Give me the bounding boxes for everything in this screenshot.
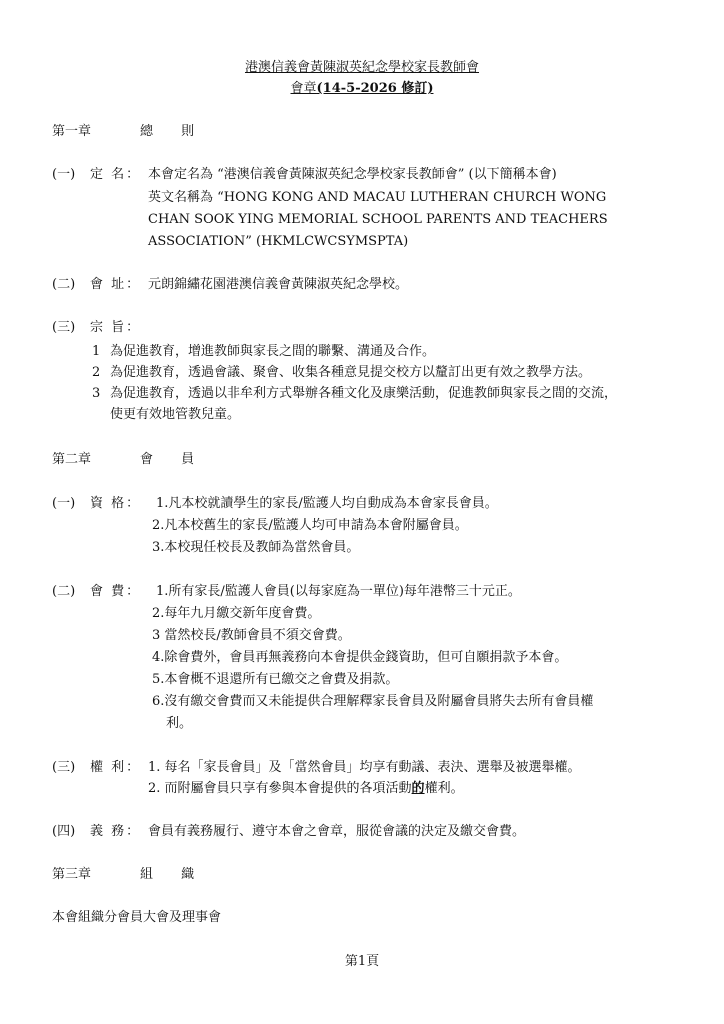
ch1-sec3-item-2-number: 2 [92,365,101,380]
ch1-sec1-line-3: CHAN SOOK YING MEMORIAL SCHOOL PARENTS AND TEACHERS [148,212,608,227]
ch2-sec4-label: 義 務： [90,824,142,839]
ch1-sec2-number: (二) [52,277,76,292]
ch2-sec2-line-5: 5.本會概不退還所有已繳交之會費及捐款。 [152,672,399,687]
document-title: 港澳信義會黃陳淑英紀念學校家長教師會 [244,60,479,75]
ch2-sec1-line-2: 2.凡本校舊生的家長/監護人均可申請為本會附屬會員。 [152,518,468,533]
subtitle-revision: (14-5-2026 修訂) [316,81,434,96]
ch2-sec3-line-2-underlined: 的 [411,781,425,796]
ch2-sec3-label: 權 利： [90,760,142,775]
ch2-sec1-label: 資 格： [90,496,142,511]
ch1-sec1-line-4: ASSOCIATION” (HKMLCWCSYMSPTA) [148,234,409,249]
ch2-sec1-number: (一) [52,496,76,511]
ch1-sec1-line-2: 英文名稱為 “HONG KONG AND MACAU LUTHERAN CHURCH WONG [148,190,607,205]
chapter-2-name: 會 員 [140,452,207,467]
chapter-2-number: 第二章 [52,452,92,467]
ch2-sec2-line-4: 4.除會費外，會員再無義務向本會提供金錢資助，但可自願捐款予本會。 [152,650,568,665]
chapter-1-name: 總 則 [140,124,207,139]
chapter-3-text: 本會組織分會員大會及理事會 [52,910,222,925]
ch2-sec3-line-1: 1. 每名「家長會員」及「當然會員」均享有動議、表決、選舉及被選舉權。 [148,760,581,775]
ch2-sec4-text: 會員有義務履行、遵守本會之會章，服從會議的決定及繳交會費。 [148,824,526,839]
ch2-sec3-line-2 [148,781,464,797]
ch2-sec2-line-7: 利。 [166,716,193,731]
ch1-sec3-item-3-continuation: 使更有效地管教兒童。 [110,407,241,422]
ch1-sec3-item-1-text: 為促進教育，增進教師與家長之間的聯繫、溝通及合作。 [110,344,436,359]
ch1-sec1-line-1: 本會定名為 “港澳信義會黃陳淑英紀念學校家長教師會” (以下簡稱本會) [148,167,557,182]
ch2-sec2-label: 會 費： [90,584,142,599]
chapter-3-number: 第三章 [52,867,92,882]
ch2-sec3-line-2-end: 權利。 [424,781,464,796]
ch2-sec3-line-2-start: 2. 而附屬會員只享有參與本會提供的各項活動 [148,781,412,796]
ch2-sec4-number: (四) [52,824,76,839]
ch1-sec2-text: 元朗錦繡花園港澳信義會黃陳淑英紀念學校。 [148,277,409,292]
ch1-sec1-number: (一) [52,167,76,182]
subtitle-prefix: 會章 [290,81,317,96]
page-number: 第1頁 [344,954,380,969]
ch2-sec2-line-1: 1.所有家長/監護人會員(以每家庭為一單位)每年港幣三十元正。 [156,584,521,599]
ch2-sec2-line-2: 2.每年九月繳交新年度會費。 [152,606,321,621]
ch1-sec3-item-1-number: 1 [92,344,101,359]
ch1-sec3-item-3-text: 為促進教育，透過以非牟利方式舉辦各種文化及康樂活動，促進教師與家長之間的交流， [110,386,618,401]
ch1-sec1-label: 定 名： [90,167,142,182]
ch1-sec2-label: 會 址： [90,277,142,292]
ch2-sec2-number: (二) [52,584,76,599]
ch1-sec3-label: 宗 旨： [90,320,142,335]
ch1-sec3-number: (三) [52,320,76,335]
ch1-sec3-item-2-text: 為促進教育，透過會議、聚會、收集各種意見提交校方以釐訂出更有效之教學方法。 [110,365,592,380]
chapter-1-number: 第一章 [52,124,92,139]
ch2-sec2-line-6: 6.沒有繳交會費而又未能提供合理解釋家長會員及附屬會員將失去所有會員權 [152,694,594,709]
ch2-sec1-line-3: 3.本校現任校長及教師為當然會員。 [152,540,360,555]
document-subtitle [0,81,724,97]
ch2-sec2-line-3: 3 當然校長/教師會員不須交會費。 [152,628,351,643]
ch1-sec3-item-3-number: 3 [92,386,101,401]
ch2-sec1-line-1: 1.凡本校就讀學生的家長/監護人均自動成為本會家長會員。 [156,496,498,511]
chapter-3-name: 組 織 [140,867,207,882]
ch2-sec3-number: (三) [52,760,76,775]
